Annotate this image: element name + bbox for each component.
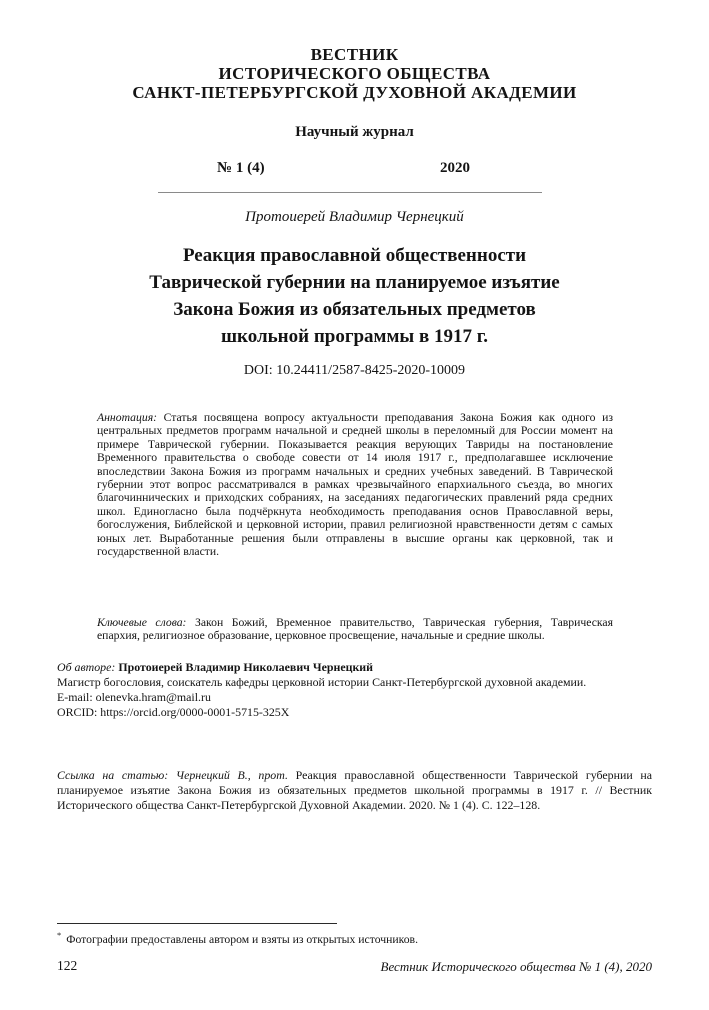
author-email-line: E-mail: olenevka.hram@mail.ru [57,690,211,704]
header-divider-rule [158,192,542,193]
footnote-text: Фотографии предоставлены автором и взяты из открытых источников. [66,932,418,946]
citation-text: Реакция православной общественности Таврической губернии на планируемое изъятие Закона Божия из обязательных предметов школьной программы в 1917 г. // Вестник Исторического общества Санкт-Петербургской Духовной Академии. 2020. № 1 (4). С. 122–128. [57,767,652,812]
keywords-label: Ключевые слова: [97,615,187,629]
about-author-affiliation: Магистр богословия, соискатель кафедры церковной истории Санкт-Петербургской духовной академии. [57,675,587,689]
about-author-line [57,660,652,675]
keywords-text: Закон Божий, Временное правительство, Таврическая губерния, Таврическая епархия, религиозное образование, церковное просвещение, начальные и средние школы. [97,615,613,643]
about-author-block [57,660,652,720]
masthead-line-3: САНКТ-ПЕТЕРБУРГСКОЙ ДУХОВНОЙ АКАДЕМИИ [132,83,577,102]
article-title-line-2: Таврической губернии на планируемое изъятие [149,272,560,293]
about-author-name: Протоиерей Владимир Николаевич Чернецкий [118,660,374,674]
article-author-line: Протоиерей Владимир Чернецкий [245,209,464,225]
citation-label: Ссылка на статью: [57,767,169,782]
footnote-divider-rule [57,923,337,924]
author-orcid-line: ORCID: https://orcid.org/0000-0001-5715-325X [57,705,290,719]
footer-running-title: Вестник Исторического общества № 1 (4), 2020 [380,959,652,974]
abstract-paragraph [97,411,613,559]
doi-line: DOI: 10.24411/2587-8425-2020-10009 [243,363,466,378]
abstract-text: Статья посвящена вопросу актуальности преподавания Закона Божия как одного из центральных предметов программ начальной и средней школы в переломный для России момент на примере Таврической губернии. Показывается реакция верующих Тавриды на постановление Временного правительства о свободе совести от 14 июля 1917 г., предполагавшее исключение впоследствии Закона Божия из программ начальных и средних учебных заведений. В Таврической губернии этот вопрос рассматривался в рамках чрезвычайного епархиального съезда, во многих благочиннических и приходских собраниях, на заседаниях педагогических правлений ряда средних школ. Единогласно была подчёркнута необходимость преподавания основ Православной веры, богослужения, Библейской и церковной истории, правил религиозной нравственности детям с самых юных лет. Выработанные решения были отправлены в высшие органы как церковной, так и государственной власти. [97,410,614,559]
citation-block [57,768,652,813]
journal-subtitle: Научный журнал [295,124,414,140]
article-title [0,242,709,350]
footnote [57,930,637,946]
journal-masthead [0,45,709,102]
masthead-line-1: ВЕСТНИК [310,45,399,64]
citation-author: Чернецкий В., прот. [175,767,288,782]
about-author-label: Об авторе: [57,660,116,674]
keywords-paragraph [97,616,613,643]
masthead-line-2: ИСТОРИЧЕСКОГО ОБЩЕСТВА [218,64,491,83]
footnote-marker: * [57,930,62,940]
article-title-line-4: школьной программы в 1917 г. [220,326,488,347]
issue-row [57,160,652,178]
article-title-line-3: Закона Божия из обязательных предметов [173,299,536,320]
article-title-line-1: Реакция православной общественности [182,245,527,266]
issue-year: 2020 [440,160,470,176]
issue-number: № 1 (4) [217,160,265,176]
page-number: 122 [57,958,78,973]
abstract-label: Аннотация: [97,410,158,424]
